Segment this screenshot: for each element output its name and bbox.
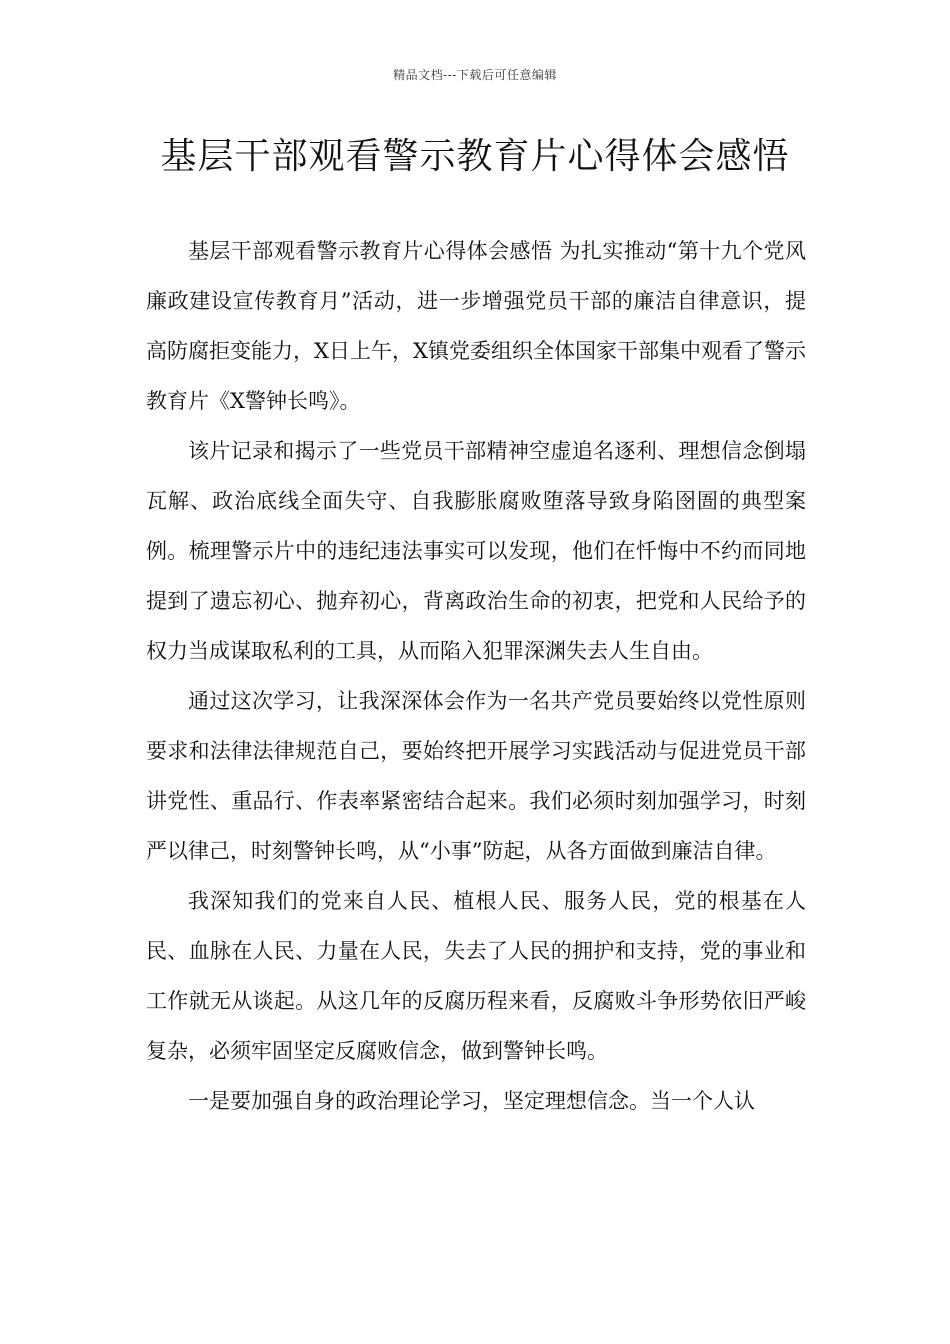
page-header-note: 精品文档---下载后可任意编辑 (393, 68, 557, 82)
paragraph: 该片记录和揭示了一些党员干部精神空虚追名逐利、理想信念倒塌瓦解、政治底线全面失守、自我膨胀腐败堕落导致身陷囹圄的典型案例。梳理警示片中的违纪违法事实可以发现，他们在忏悔中不约而同地提到了遗忘初心、抛弃初心，背离政治生命的初衷，把党和人民给予的权力当成谋取私利的工具，从而陷入犯罪深渊失去人生自由。 (146, 439, 806, 663)
paragraph: 一是要加强自身的政治理论学习，坚定理想信念。当一个人认 (188, 1089, 755, 1113)
paragraph: 基层干部观看警示教育片心得体会感悟 为扎实推动“第十九个党风廉政建设宣传教育月”活动，进一步增强党员干部的廉洁自律意识，提高防腐拒变能力，X日上午，X镇党委组织全体国家干部集中观看了警示教育片《X警钟长鸣》。 (146, 239, 806, 413)
document-title: 基层干部观看警示教育片心得体会感悟 (160, 136, 790, 177)
document-body (146, 226, 806, 1126)
paragraph: 我深知我们的党来自人民、植根人民、服务人民，党的根基在人民、血脉在人民、力量在人民，失去了人民的拥护和支持，党的事业和工作就无从谈起。从这几年的反腐历程来看，反腐败斗争形势依旧严峻复杂，必须牢固坚定反腐败信念，做到警钟长鸣。 (146, 889, 806, 1063)
paragraph: 通过这次学习，让我深深体会作为一名共产党员要始终以党性原则要求和法律法律规范自己，要始终把开展学习实践活动与促进党员干部讲党性、重品行、作表率紧密结合起来。我们必须时刻加强学习，时刻严以律己，时刻警钟长鸣，从“小事”防起，从各方面做到廉洁自律。 (146, 689, 806, 863)
